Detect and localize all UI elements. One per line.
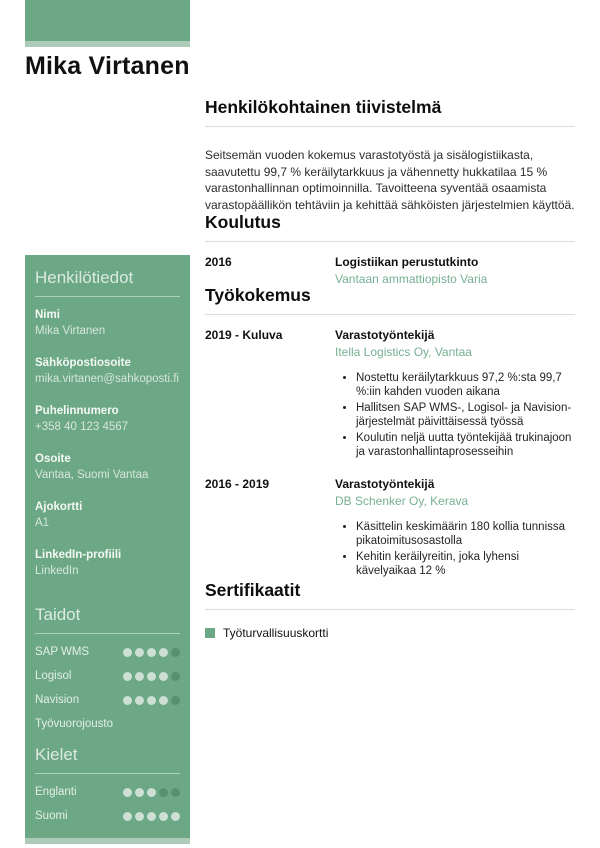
language-row — [35, 786, 180, 799]
sidebar-accent-strip — [25, 838, 190, 844]
rating-dot-filled — [159, 648, 168, 657]
rating-dot-filled — [159, 696, 168, 705]
experience-company: DB Schenker Oy, Kerava — [335, 494, 469, 508]
experience-entry — [205, 477, 575, 581]
sidebar — [25, 255, 190, 838]
linkedin-value: LinkedIn — [35, 565, 79, 577]
language-name: Suomi — [35, 810, 68, 822]
address-value: Vantaa, Suomi Vantaa — [35, 469, 149, 481]
rating-dot-filled — [123, 788, 132, 797]
rating-dot-filled — [135, 788, 144, 797]
education-degree: Logistiikan perustutkinto — [335, 255, 479, 269]
header-accent-block — [25, 0, 190, 41]
rating-dot-filled — [135, 696, 144, 705]
education-entry — [205, 255, 575, 286]
experience-bullet: • Nostettu keräilytarkkuus 97,2 %:sta 99,7 %:iin kahden vuoden aikana — [356, 372, 575, 399]
experience-title: Varastotyöntekijä — [335, 477, 435, 491]
rating-dot-filled — [135, 648, 144, 657]
header-accent-strip — [25, 41, 190, 47]
language-name: Englanti — [35, 786, 77, 798]
phone-value: +358 40 123 4567 — [35, 421, 129, 433]
experience-bullet: • Käsittelin keskimäärin 180 kollia tunnissa pikatoimitusosastolla — [356, 521, 575, 548]
rating-dot-empty — [171, 672, 180, 681]
experience-body — [335, 328, 575, 462]
experience-bullet: • Kehitin keräilyreitin, joka lyhensi kävelyaikaa 12 % — [356, 551, 575, 578]
rating-dot-empty — [159, 788, 168, 797]
contact-field-phone — [35, 405, 180, 447]
license-value: A1 — [35, 517, 50, 529]
experience-bullet: • Koulutin neljä uutta työntekijää trukinajoon ja varastonhallintaprosesseihin — [356, 432, 575, 459]
experience-entry — [205, 328, 575, 462]
skill-name: SAP WMS — [35, 646, 90, 658]
contact-field-license — [35, 501, 180, 543]
field-label: Sähköpostiosoite — [35, 357, 131, 369]
field-label: Osoite — [35, 453, 71, 465]
main-content — [205, 98, 575, 640]
skill-level-dots — [123, 696, 180, 705]
rating-dot-filled — [147, 812, 156, 821]
field-label: Ajokortti — [35, 501, 83, 513]
rating-dot-empty — [171, 788, 180, 797]
certificate-bullet-square-icon — [205, 628, 215, 638]
skills-section-heading: Taidot — [35, 605, 180, 634]
skill-level-dots — [123, 672, 180, 681]
experience-body — [335, 477, 575, 581]
summary-text: Seitsemän vuoden kokemus varastotyöstä ja sisälogistiikasta, saavutettu 99,7 % keräilytarkkuus ja vähennetty hukkatilaa 15 % varastonhallinnan optimoinnilla. Tavoitteena syventää osaamista varastopäällikön tehtäviin ja kehittää sähköisten järjestelmien käyttöä. — [205, 148, 575, 212]
experience-bullet-list — [335, 521, 575, 578]
certificate-name: Työturvallisuuskortti — [223, 626, 329, 640]
contact-field-linkedin — [35, 549, 180, 591]
rating-dot-filled — [135, 812, 144, 821]
field-label: LinkedIn-profiili — [35, 549, 122, 561]
certificates-heading: Sertifikaatit — [205, 581, 575, 610]
skill-row — [35, 646, 180, 659]
field-label: Puhelinnumero — [35, 405, 119, 417]
certificate-item — [205, 626, 575, 640]
field-label: Nimi — [35, 309, 60, 321]
experience-title: Varastotyöntekijä — [335, 328, 435, 342]
skill-row — [35, 670, 180, 683]
skill-level-dots — [123, 648, 180, 657]
experience-bullet-list — [335, 372, 575, 459]
rating-dot-filled — [123, 696, 132, 705]
contact-field-name — [35, 309, 180, 351]
education-date: 2016 — [205, 255, 232, 269]
rating-dot-filled — [159, 812, 168, 821]
rating-dot-filled — [147, 788, 156, 797]
education-body — [335, 255, 487, 286]
contact-section-heading: Henkilötiedot — [35, 268, 180, 297]
skill-row — [35, 694, 180, 707]
rating-dot-filled — [123, 648, 132, 657]
education-school: Vantaan ammattiopisto Varia — [335, 272, 488, 286]
skill-name: Navision — [35, 694, 80, 706]
experience-date: 2019 - Kuluva — [205, 328, 283, 342]
education-heading: Koulutus — [205, 213, 575, 242]
experience-bullet: • Hallitsen SAP WMS-, Logisol- ja Navision-järjestelmät päivittäisessä työssä — [356, 402, 575, 429]
language-level-dots — [123, 812, 180, 821]
skill-name: Logisol — [35, 670, 72, 682]
skill-row — [35, 718, 180, 731]
rating-dot-empty — [171, 648, 180, 657]
rating-dot-filled — [123, 812, 132, 821]
person-name: Mika Virtanen — [25, 52, 190, 80]
experience-date: 2016 - 2019 — [205, 477, 270, 491]
skill-name: Työvuorojousto — [35, 718, 113, 730]
email-value: mika.virtanen@sahkoposti.fi — [35, 373, 179, 385]
summary-heading: Henkilökohtainen tiivistelmä — [205, 98, 575, 127]
rating-dot-filled — [171, 812, 180, 821]
rating-dot-filled — [147, 672, 156, 681]
experience-heading: Työkokemus — [205, 286, 575, 315]
rating-dot-filled — [147, 696, 156, 705]
experience-company: Itella Logistics Oy, Vantaa — [335, 345, 472, 359]
language-level-dots — [123, 788, 180, 797]
rating-dot-filled — [159, 672, 168, 681]
rating-dot-filled — [135, 672, 144, 681]
language-row — [35, 810, 180, 823]
field-value: Mika Virtanen — [35, 325, 106, 337]
rating-dot-empty — [171, 696, 180, 705]
contact-field-address — [35, 453, 180, 495]
languages-section-heading: Kielet — [35, 745, 180, 774]
rating-dot-filled — [123, 672, 132, 681]
contact-field-email — [35, 357, 180, 399]
rating-dot-filled — [147, 648, 156, 657]
